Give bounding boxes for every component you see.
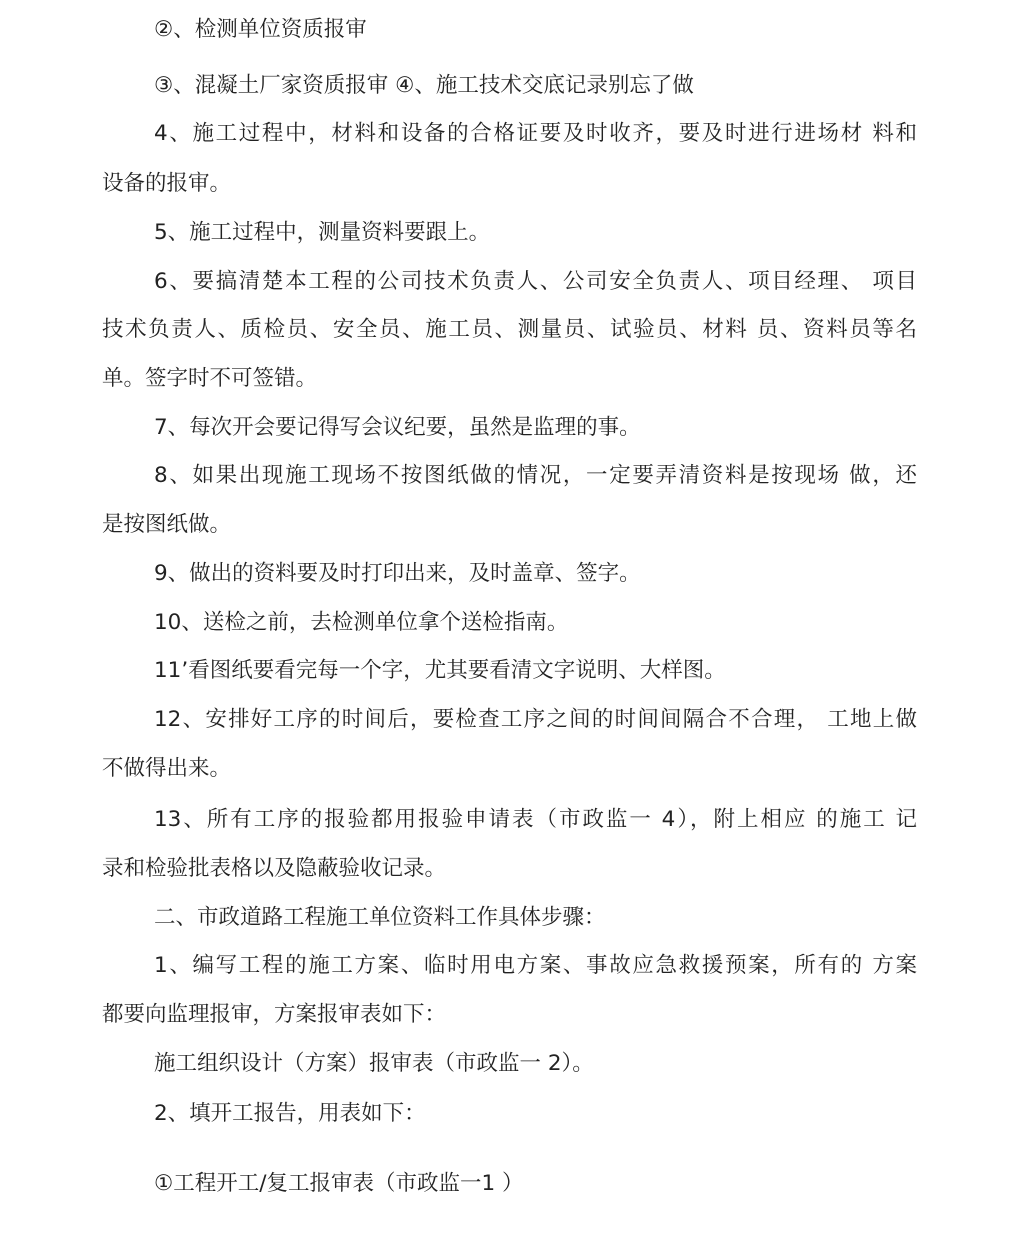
text-line: 设备的报审。 bbox=[102, 171, 232, 196]
text-line: 8、如果出现施工现场不按图纸做的情况，一定要弄清资料是按现场 做，还 bbox=[154, 463, 917, 488]
text-line: 6、要搞清楚本工程的公司技术负责人、公司安全负责人、项目经理、 项目 bbox=[154, 269, 917, 294]
text-line: 7、每次开会要记得写会议纪要，虽然是监理的事。 bbox=[154, 415, 641, 440]
text-line: 1、编写工程的施工方案、临时用电方案、事故应急救援预案，所有的 方案 bbox=[154, 953, 917, 978]
text-line: ③、混凝土厂家资质报审 ④、施工技术交底记录别忘了做 bbox=[154, 73, 694, 98]
text-line: 9、做出的资料要及时打印出来，及时盖章、签字。 bbox=[154, 561, 641, 586]
text-line: 12、安排好工序的时间后，要检查工序之间的时间间隔合不合理， 工地上做 bbox=[154, 707, 917, 732]
text-line: 是按图纸做。 bbox=[102, 512, 232, 537]
text-line: 不做得出来。 bbox=[102, 756, 232, 781]
section-heading: 二、市政道路工程施工单位资料工作具体步骤： bbox=[154, 905, 606, 930]
text-line: 都要向监理报审，方案报审表如下： bbox=[102, 1002, 447, 1027]
text-line: 5、施工过程中，测量资料要跟上。 bbox=[154, 220, 491, 245]
text-line: ①工程开工/复工报审表（市政监一1 ） bbox=[154, 1171, 524, 1196]
text-line: 10、送检之前，去检测单位拿个送检指南。 bbox=[154, 610, 569, 635]
text-line: 4、施工过程中，材料和设备的合格证要及时收齐，要及时进行进场材 料和 bbox=[154, 121, 917, 146]
text-line: 录和检验批表格以及隐蔽验收记录。 bbox=[102, 856, 447, 881]
text-line: 11’看图纸要看完每一个字，尤其要看清文字说明、大样图。 bbox=[154, 658, 726, 683]
text-line: ②、检测单位资质报审 bbox=[154, 17, 367, 42]
text-line: 单。签字时不可签错。 bbox=[102, 366, 318, 391]
text-line: 施工组织设计（方案）报审表（市政监一 2）。 bbox=[154, 1051, 594, 1076]
text-line: 2、填开工报告，用表如下： bbox=[154, 1101, 426, 1126]
text-line: 技术负责人、质检员、安全员、施工员、测量员、试验员、材料 员、资料员等名 bbox=[102, 317, 917, 342]
text-line: 13、所有工序的报验都用报验申请表（市政监一 4），附上相应 的施工 记 bbox=[154, 807, 917, 832]
